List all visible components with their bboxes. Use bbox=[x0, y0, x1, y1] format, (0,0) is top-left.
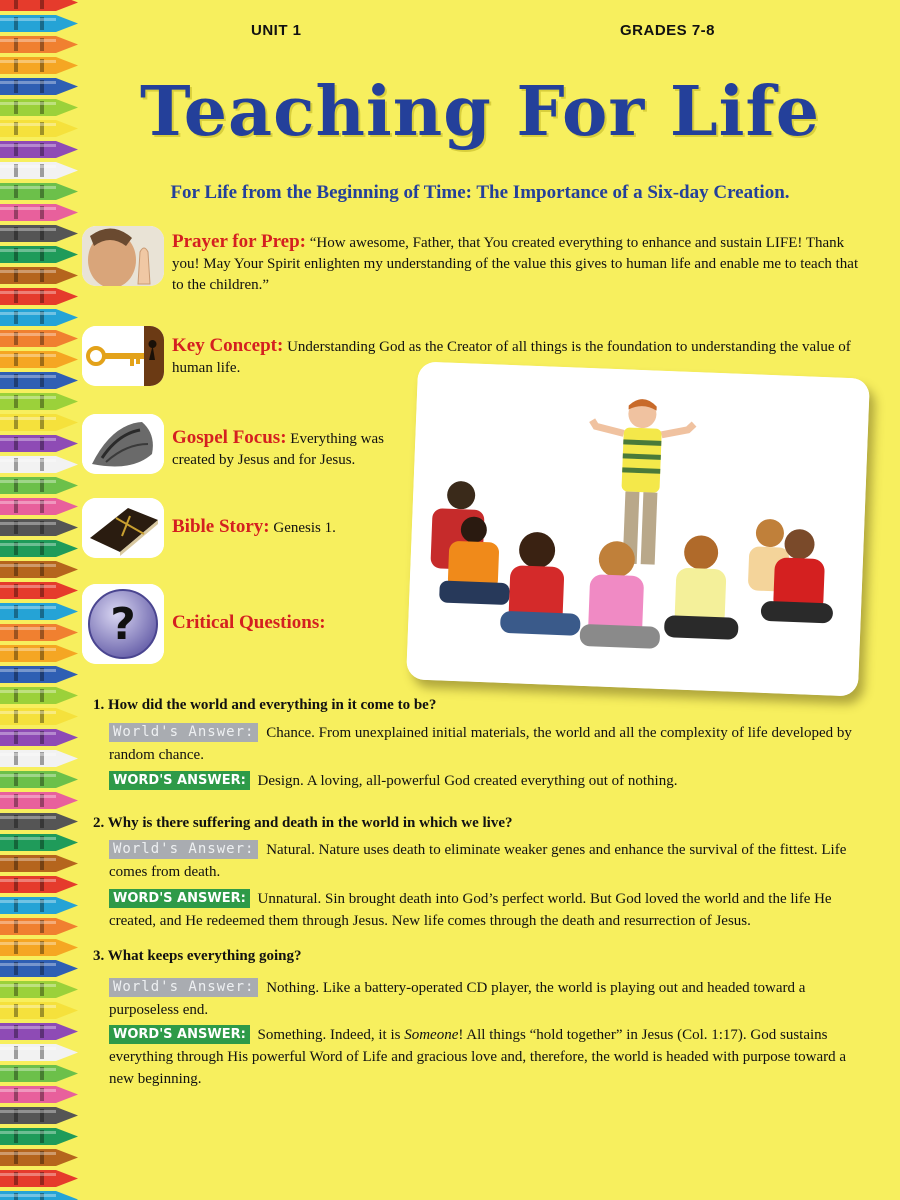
crayon bbox=[0, 1065, 78, 1082]
crayon bbox=[0, 288, 78, 305]
crayon bbox=[0, 477, 78, 494]
crayon bbox=[0, 729, 78, 746]
word-answer-tag: WORD'S ANSWER: bbox=[109, 889, 250, 908]
crayon bbox=[0, 204, 78, 221]
crayon-border bbox=[0, 0, 80, 1200]
word-answer-1 bbox=[109, 770, 869, 792]
crayon bbox=[0, 1149, 78, 1166]
crayon bbox=[0, 603, 78, 620]
crayon bbox=[0, 330, 78, 347]
crayon bbox=[0, 498, 78, 515]
crayon bbox=[0, 246, 78, 263]
world-answer-1 bbox=[109, 722, 869, 766]
crayon bbox=[0, 309, 78, 326]
world-answer-text: Nothing. Like a battery-operated CD player, the world is playing out and headed toward a purposeless end. bbox=[109, 980, 806, 1018]
page-title: Teaching For Life bbox=[139, 72, 821, 152]
crayon bbox=[0, 414, 78, 431]
crayon bbox=[0, 1086, 78, 1103]
crayon bbox=[0, 666, 78, 683]
question-mark-icon bbox=[82, 584, 164, 664]
crayon bbox=[0, 1170, 78, 1187]
word-answer-text: Unnatural. Sin brought death into God’s perfect world. But God loved the world and the life He created, and He redeemed them through Jesus. New life comes through the death and resurrection of Jesus. bbox=[109, 891, 832, 929]
prayer-section bbox=[172, 231, 872, 296]
crayon bbox=[0, 939, 78, 956]
crayon bbox=[0, 750, 78, 767]
world-answer-tag: World's Answer: bbox=[109, 840, 258, 859]
crayon bbox=[0, 834, 78, 851]
bible-icon bbox=[82, 498, 164, 558]
crayon bbox=[0, 981, 78, 998]
crayon bbox=[0, 519, 78, 536]
crayon bbox=[0, 771, 78, 788]
word-answer-tag: WORD'S ANSWER: bbox=[109, 771, 250, 790]
crayon bbox=[0, 813, 78, 830]
crayon bbox=[0, 225, 78, 242]
crayon bbox=[0, 0, 78, 11]
word-answer-text: Design. A loving, all-powerful God created everything out of nothing. bbox=[257, 773, 678, 789]
crayon bbox=[0, 456, 78, 473]
key-concept-text: Understanding God as the Creator of all things is the foundation to understanding the value of human life. bbox=[172, 339, 851, 376]
word-answer-text-post: ! All things “hold together” in Jesus (Col. 1:17). God sustains everything through His powerful Word of Life and gracious love and, therefore, the world is headed with purpose toward a new beginning. bbox=[109, 1027, 847, 1087]
bible-text: Genesis 1. bbox=[273, 520, 336, 536]
crayon bbox=[0, 15, 78, 32]
gospel-section bbox=[172, 427, 412, 471]
gospel-text: Everything was created by Jesus and for Jesus. bbox=[172, 431, 385, 468]
crayon bbox=[0, 393, 78, 410]
crayon bbox=[0, 351, 78, 368]
bible-label: Bible Story: bbox=[172, 516, 270, 537]
key-concept-label: Key Concept: bbox=[172, 335, 284, 356]
crayon bbox=[0, 1107, 78, 1124]
crayon bbox=[0, 1191, 78, 1200]
word-answer-2 bbox=[109, 888, 869, 932]
world-answer-text: Natural. Nature uses death to eliminate weaker genes and enhance the survival of the fittest. Life comes from death. bbox=[109, 842, 847, 880]
classroom-photo bbox=[406, 361, 870, 696]
crayon bbox=[0, 267, 78, 284]
question-2: 2. Why is there suffering and death in the world in which we live? bbox=[93, 815, 513, 831]
crayon bbox=[0, 1044, 78, 1061]
grades-label: GRADES 7-8 bbox=[620, 22, 716, 39]
crayon bbox=[0, 99, 78, 116]
question-1: 1. How did the world and everything in it come to be? bbox=[93, 697, 437, 713]
praying-hands-icon bbox=[82, 226, 164, 286]
crayon bbox=[0, 687, 78, 704]
crayon bbox=[0, 120, 78, 137]
question-3: 3. What keeps everything going? bbox=[93, 948, 302, 964]
crayon bbox=[0, 162, 78, 179]
crayon bbox=[0, 57, 78, 74]
world-answer-tag: World's Answer: bbox=[109, 723, 258, 742]
crayon bbox=[0, 624, 78, 641]
word-answer-emphasis: Someone bbox=[404, 1027, 459, 1043]
lesson-subtitle: For Life from the Beginning of Time: The Importance of a Six-day Creation. bbox=[170, 182, 790, 203]
crayon bbox=[0, 372, 78, 389]
crayon bbox=[0, 645, 78, 662]
crayon bbox=[0, 540, 78, 557]
crayon bbox=[0, 36, 78, 53]
critical-section bbox=[172, 612, 412, 635]
word-answer-text-pre: Something. Indeed, it is bbox=[257, 1027, 405, 1043]
world-answer-2 bbox=[109, 839, 869, 883]
crayon bbox=[0, 183, 78, 200]
crayon bbox=[0, 1128, 78, 1145]
crayon bbox=[0, 78, 78, 95]
key-icon bbox=[82, 326, 164, 386]
crayon bbox=[0, 855, 78, 872]
crayon bbox=[0, 1002, 78, 1019]
world-answer-tag: World's Answer: bbox=[109, 978, 258, 997]
crayon bbox=[0, 561, 78, 578]
gospel-label: Gospel Focus: bbox=[172, 427, 287, 448]
svg-text:?: ? bbox=[110, 599, 136, 650]
crayon bbox=[0, 435, 78, 452]
crayon bbox=[0, 876, 78, 893]
crayon bbox=[0, 1023, 78, 1040]
crayon bbox=[0, 141, 78, 158]
crayon bbox=[0, 792, 78, 809]
word-answer-3 bbox=[109, 1024, 869, 1090]
word-answer-tag: WORD'S ANSWER: bbox=[109, 1025, 250, 1044]
crown-of-thorns-icon bbox=[82, 414, 164, 474]
crayon bbox=[0, 918, 78, 935]
world-answer-text: Chance. From unexplained initial materials, the world and all the complexity of life developed by random chance. bbox=[109, 725, 852, 763]
world-answer-3 bbox=[109, 977, 869, 1021]
bible-section bbox=[172, 516, 412, 539]
prayer-label: Prayer for Prep: bbox=[172, 231, 307, 252]
crayon bbox=[0, 582, 78, 599]
crayon bbox=[0, 708, 78, 725]
unit-label: UNIT 1 bbox=[251, 22, 302, 39]
prayer-text: “How awesome, Father, that You created everything to enhance and sustain LIFE! Thank you! May Your Spirit enlighten my understanding of the value this gives to human life and enable me to teach that to the children.” bbox=[172, 235, 859, 293]
critical-label: Critical Questions: bbox=[172, 612, 326, 633]
crayon bbox=[0, 897, 78, 914]
crayon bbox=[0, 960, 78, 977]
